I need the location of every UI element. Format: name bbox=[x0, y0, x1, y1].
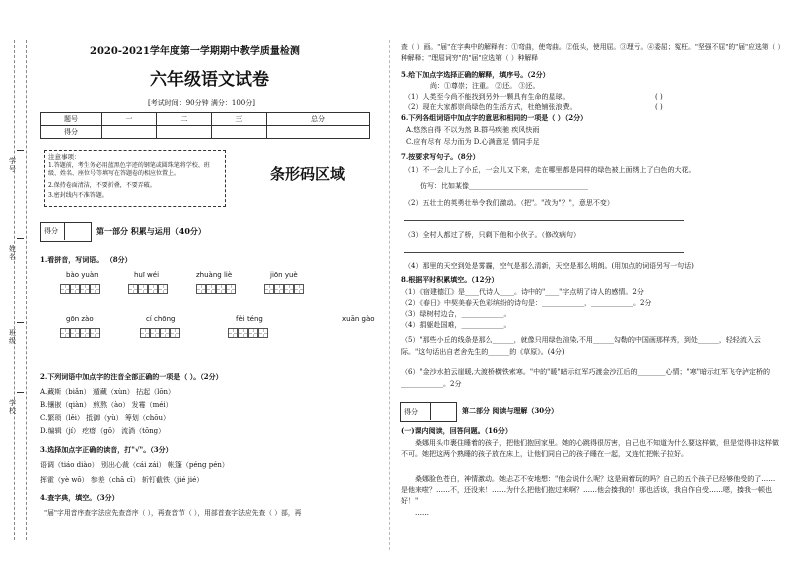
writing-grid-box[interactable] bbox=[238, 328, 248, 338]
part2-title: 第二部分 阅读与理解（30分） bbox=[462, 406, 559, 415]
reading-paragraph: 桑娜脸色苍白，神情激动。她忐忑不安地想："他会说什么呢？这是闹着玩的吗？自己的五个孩子已经够他受的了……是他来啦？……不，还没来！……为什么把他们抱过来啊？……他会揍我的！那也活该，我自作自受……嗯，揍我一顿也好！" bbox=[401, 475, 776, 505]
writing-grid-box[interactable] bbox=[258, 328, 268, 338]
q5-answer-blank[interactable]: ( ) bbox=[655, 103, 663, 111]
exam-info: [考试时间：90分钟 满分：100分] bbox=[148, 99, 255, 107]
q5-item: （1）人类至今尚不能找到另外一颗具有生命的星球。 bbox=[404, 93, 570, 101]
q8-item: （2）《春日》中契美春天色彩缤纷的诗句是：____________，____________。2分 bbox=[401, 299, 652, 307]
q7-answer-line[interactable] bbox=[404, 252, 684, 253]
notice-title: 注意事项： bbox=[48, 153, 81, 161]
writing-grid-box[interactable] bbox=[170, 328, 180, 338]
margin-blank-line bbox=[17, 392, 24, 393]
writing-grid-box[interactable] bbox=[148, 284, 158, 294]
q7-answer-line[interactable] bbox=[404, 220, 684, 221]
q3-line: 挥霍（yè wō） 参差（chā cī） 斩钉截铁（jié jié） bbox=[40, 476, 204, 484]
q3-line: 语调（tiáo diào） 别出心裁（cái zái） 帐篷（péng pén） bbox=[40, 461, 229, 469]
q1-pinyin: xuān gào bbox=[342, 315, 375, 323]
q1-title: 1.看拼音，写词语。 （8分） bbox=[40, 255, 132, 264]
barcode-area: 条形码区域 bbox=[270, 165, 346, 183]
score-cell-header: 三 bbox=[211, 113, 266, 126]
q7-item: 仿写：比如某像__________________________________ bbox=[420, 182, 588, 190]
part1-title: 第一部分 积累与运用（40分） bbox=[96, 226, 206, 236]
writing-grid-box[interactable] bbox=[70, 284, 80, 294]
score-cell-header: 二 bbox=[156, 113, 211, 126]
exam-subtitle: 六年级语文试卷 bbox=[150, 70, 269, 90]
q5-answer-blank[interactable]: ( ) bbox=[655, 93, 663, 101]
q8-item: （6）"金沙水拍云崖暖,大渡桥横铁索寒。"中的"暖"暗示红军巧渡金沙江后的________心情；"寒"暗示红军飞夺泸定桥的____________。2分 bbox=[401, 368, 770, 389]
part2-score-divider bbox=[430, 402, 431, 420]
score-table bbox=[40, 112, 370, 139]
writing-grid-box[interactable] bbox=[60, 284, 70, 294]
q1-pinyin: jiōn yuè bbox=[270, 271, 298, 279]
score-cell-header: 题号 bbox=[41, 113, 102, 126]
q4-text: "届"字用音序查字法应先查音序（ ），再查音节（ ），用部首查字法应先查（ ）部，再 bbox=[44, 509, 302, 517]
q7-item: （4）那里的天空到处是雾霾，空气是那么清新，天空是那么明朗。(用加点的词语另写一句话) bbox=[404, 262, 694, 270]
writing-grid-box[interactable] bbox=[160, 328, 170, 338]
binding-line-outer bbox=[14, 40, 15, 540]
writing-grid-box[interactable] bbox=[248, 328, 258, 338]
score-cell-input[interactable] bbox=[266, 126, 369, 139]
writing-grid-box[interactable] bbox=[206, 284, 216, 294]
q6-option: C.应有尽有 尽力而为 D.心满意足 情同手足 bbox=[406, 138, 540, 146]
reading-ellipsis: …… bbox=[415, 509, 429, 517]
writing-grid-box[interactable] bbox=[264, 284, 274, 294]
q7-item: （3）全村人都过了桥，只剩下他和小伙子。（修改病句） bbox=[404, 231, 580, 239]
writing-grid-box[interactable] bbox=[70, 328, 80, 338]
q4-title: 4.查字典，填空。（3分） bbox=[40, 493, 119, 502]
q5-item: （2）现在大家都崇尚绿色的生活方式，杜绝铺张浪费。 bbox=[404, 103, 577, 111]
binding-line-inner bbox=[26, 40, 27, 540]
writing-grid-box[interactable] bbox=[158, 284, 168, 294]
q2-option: B.镶嵌（qiàn） 煎熬（ào） 发霉（méi） bbox=[40, 401, 173, 409]
reading-title: (一)课内阅读，回答问题。（16分） bbox=[401, 426, 512, 435]
writing-grid-box[interactable] bbox=[90, 284, 100, 294]
q6-option: A.悠然自得 不以为然 B.群马疾驰 疾风快雨 bbox=[406, 126, 540, 134]
q7-item: （1）不一会儿上了小丘，一会儿又下来，走在哪里都是同样的绿色被上面绣上了白色的大花。 bbox=[404, 166, 696, 174]
writing-grid-box[interactable] bbox=[274, 284, 284, 294]
exam-header-title: 2020-2021学年度第一学期期中教学质量检测 bbox=[90, 46, 300, 57]
q8-title: 8.根据平时积累填空。（12分） bbox=[401, 275, 499, 284]
writing-grid-box[interactable] bbox=[90, 328, 100, 338]
margin-label-student-id: 学号 bbox=[9, 157, 16, 173]
q6-title: 6.下列各组词语中加点字的意思和相同的一项是（ ）（2分） bbox=[401, 113, 588, 122]
score-cell-header: 一 bbox=[102, 113, 157, 126]
q2-option: A.藏斯（biǎn） 遁藏（xùn） 拈起（lōn） bbox=[40, 388, 176, 396]
q1-pinyin: cí chōng bbox=[146, 315, 176, 323]
writing-grid-box[interactable] bbox=[140, 328, 150, 338]
q7-title: 7.按要求写句子。（8分） bbox=[401, 152, 480, 161]
q3-title: 3.选择加点字正确的读音，打"√"。（3分） bbox=[40, 445, 173, 454]
score-cell-label: 得分 bbox=[41, 126, 102, 139]
writing-grid-box[interactable] bbox=[284, 284, 294, 294]
q8-item: （4）捐躯赴国难，____________。 bbox=[401, 321, 511, 329]
notice-item: 2.保持卷面清洁，不要折叠，不要弄破。 bbox=[48, 182, 156, 189]
q1-pinyin: zhuàng liè bbox=[196, 271, 233, 279]
q1-pinyin: bào yuàn bbox=[66, 271, 99, 279]
q2-title: 2.下列词语中加点字的注音全部正确的一项是（ ）。（2分） bbox=[40, 372, 223, 381]
writing-grid-box[interactable] bbox=[226, 284, 236, 294]
q8-item: （5）"那些小丘的线条是那么______，就像只用绿色渲染,不用______勾勒的中国画那样秀，到处______，轻轻流入云际。"这句话出自老舍先生的______的《草原》。(4分) bbox=[401, 336, 761, 357]
writing-grid-box[interactable] bbox=[128, 284, 138, 294]
part2-score-label: 得分 bbox=[404, 408, 418, 416]
q8-item: （1）《宿建德江》是____代诗人____。诗中的"____"字点明了诗人的感情。2分 bbox=[401, 288, 644, 296]
writing-grid-box[interactable] bbox=[216, 284, 226, 294]
q2-option: C.繁琐（lěi） 抵御（yù） 筹划（chōu） bbox=[40, 414, 171, 422]
writing-grid-box[interactable] bbox=[196, 284, 206, 294]
margin-blank-line bbox=[17, 150, 24, 151]
margin-blank-line bbox=[17, 322, 24, 323]
q5-title: 5.给下加点字选择正确的解释，填序号。（2分） bbox=[401, 70, 550, 79]
margin-label-school: 学校 bbox=[9, 399, 16, 415]
margin-label-class: 班级 bbox=[9, 329, 16, 345]
column-divider bbox=[389, 40, 390, 550]
part1-score-divider bbox=[64, 222, 65, 240]
score-cell-input[interactable] bbox=[102, 126, 157, 139]
q7-item: （2）五壮士的英勇壮举令我们激动。（把"。"改为"？"，意思不变） bbox=[404, 199, 614, 207]
margin-label-name: 姓名 bbox=[9, 245, 16, 261]
notice-item: 1.答题前，考生务必用蓝黑色字迹的钢笔或圆珠笔将学校、班级、姓名、座位号等填写在答题卷的相应位置上。 bbox=[48, 162, 210, 178]
q2-option: D.编辑（jí） 疙瘩（gō） 流淌（tōng） bbox=[40, 427, 166, 435]
writing-grid-box[interactable] bbox=[60, 328, 70, 338]
q4-continuation: 查（ ）画。"届"在字典中的解释有：①弯曲，使弯曲。②低头，使用屈。③理亏。④委屈；冤枉。"坚强不屈"的"届"应选第（ ）种解释；"理屈词穷"的"届"应选第（ ）种解释 bbox=[401, 43, 781, 62]
score-cell-input[interactable] bbox=[156, 126, 211, 139]
writing-grid-box[interactable] bbox=[138, 284, 148, 294]
q8-item: （3）绿树村边合，____________。 bbox=[401, 310, 511, 318]
notice-item: 3.密封线内不准答题。 bbox=[48, 192, 108, 199]
writing-grid-box[interactable] bbox=[228, 328, 238, 338]
part1-score-label: 得分 bbox=[44, 227, 58, 235]
writing-grid-box[interactable] bbox=[80, 328, 90, 338]
writing-grid-box[interactable] bbox=[80, 284, 90, 294]
writing-grid-box[interactable] bbox=[150, 328, 160, 338]
q1-pinyin: gōn zào bbox=[66, 315, 94, 323]
reading-paragraph: 桑娜用头巾裹住睡着的孩子，把他们抱回家里。她的心跳得很厉害，自己也不知道为什么要这样做，但是觉得非这样做不可。她把这两个熟睡的孩子放在床上，让他们同自己的孩子睡在一起，又连忙把帐子拉好。 bbox=[401, 439, 779, 458]
score-cell-input[interactable] bbox=[211, 126, 266, 139]
q5-choices: 尚：①尊崇；注重。 ②还。 ③还。 bbox=[430, 82, 540, 90]
q1-pinyin: huī wéi bbox=[134, 271, 160, 279]
writing-grid-box[interactable] bbox=[294, 284, 304, 294]
margin-blank-line bbox=[17, 238, 24, 239]
q1-pinyin: fèi téng bbox=[236, 315, 263, 323]
score-cell-header: 总分 bbox=[266, 113, 369, 126]
